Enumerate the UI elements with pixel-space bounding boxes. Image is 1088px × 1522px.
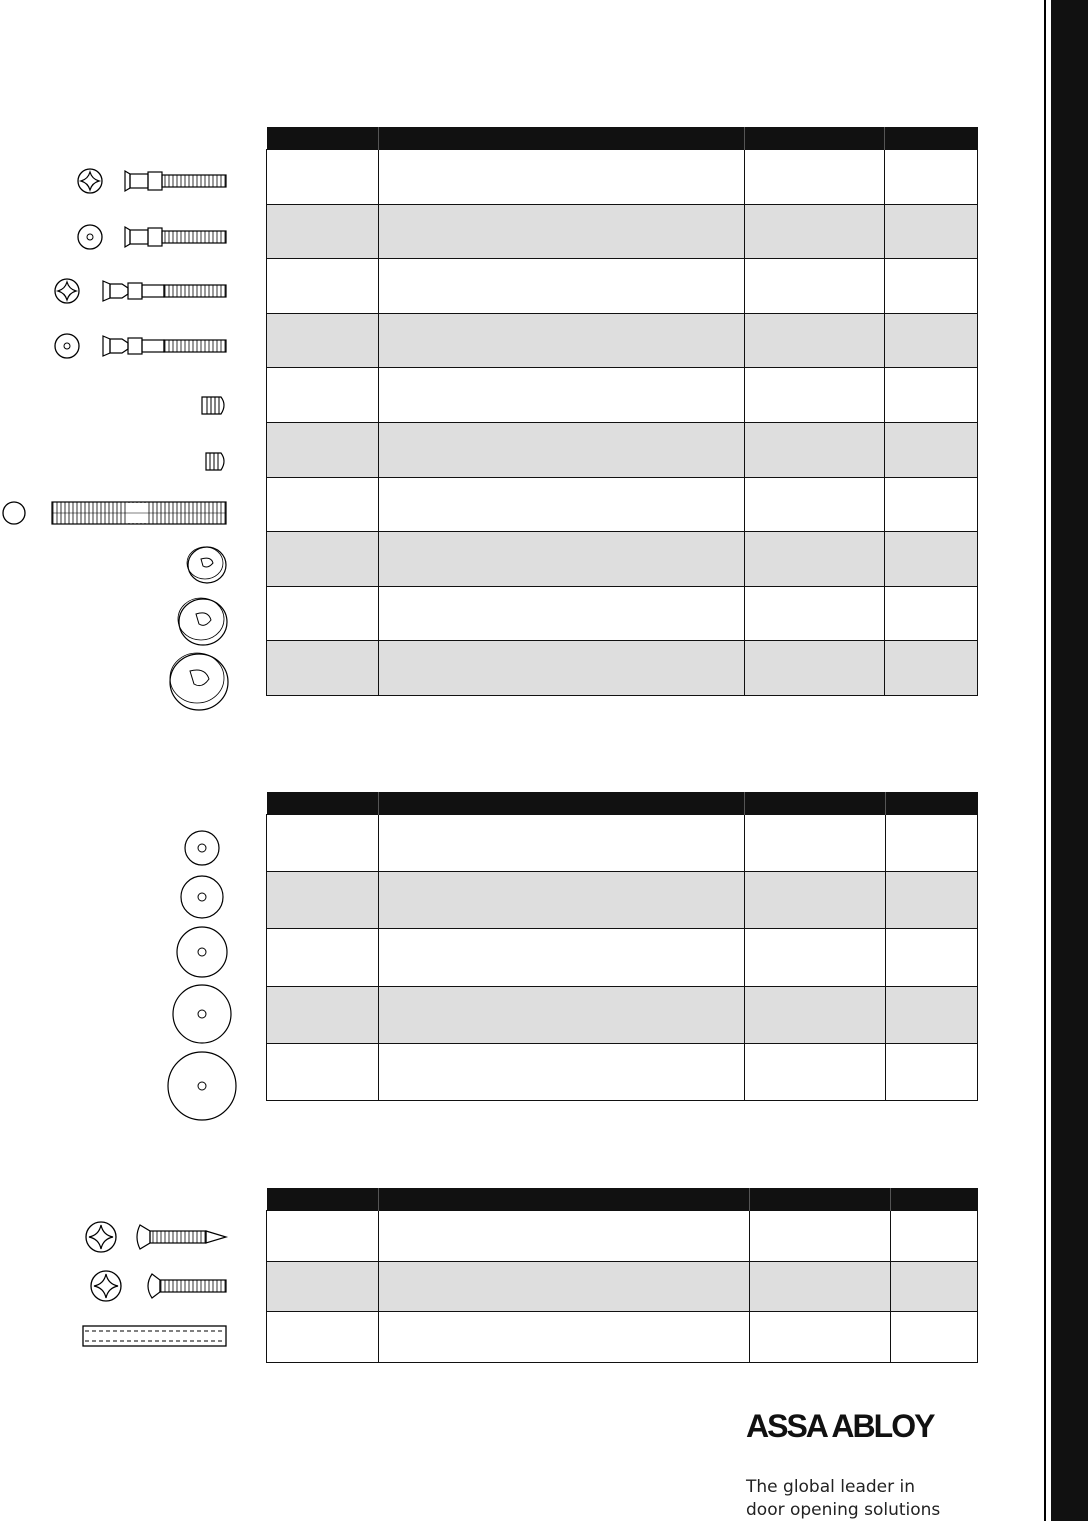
table-cell bbox=[267, 1211, 379, 1262]
header-cell bbox=[886, 792, 978, 815]
table-row bbox=[267, 150, 978, 205]
table-cell bbox=[267, 368, 379, 423]
table-cell bbox=[379, 150, 745, 205]
tagline-line-1: The global leader in bbox=[746, 1477, 916, 1497]
header-cell bbox=[750, 1188, 891, 1211]
stepped-sex-bolt-icon bbox=[103, 281, 226, 301]
table-cell bbox=[745, 986, 886, 1043]
table-cell bbox=[379, 1043, 745, 1100]
table-cell bbox=[745, 586, 885, 641]
spacer-washer-icon bbox=[168, 1052, 236, 1120]
table-cell bbox=[379, 259, 745, 314]
table-cell bbox=[267, 532, 379, 587]
table-cell bbox=[379, 1261, 750, 1312]
table-cell bbox=[267, 313, 379, 368]
spacer-washer-icon bbox=[177, 927, 227, 977]
table-cell bbox=[379, 477, 745, 532]
table-cell bbox=[379, 986, 745, 1043]
machine-screw-icon bbox=[148, 1274, 226, 1298]
phillips-head-icon bbox=[78, 169, 102, 193]
table-cell bbox=[745, 641, 885, 696]
spacer-washer-icon bbox=[173, 985, 231, 1043]
stepped-sex-bolt-icon bbox=[103, 336, 226, 356]
table-row bbox=[267, 1312, 978, 1363]
washer-icon bbox=[170, 653, 228, 710]
brand-logo: ASSA ABLOY bbox=[746, 1408, 934, 1444]
table-row bbox=[267, 422, 978, 477]
header-cell bbox=[745, 127, 885, 150]
spacer-washer-icon bbox=[181, 876, 223, 918]
table-cell bbox=[745, 259, 885, 314]
phillips-head-icon bbox=[55, 279, 79, 303]
table-header-row bbox=[267, 792, 978, 815]
table-row bbox=[267, 872, 978, 929]
table-cell bbox=[267, 872, 379, 929]
table-cell bbox=[379, 422, 745, 477]
table-cell bbox=[267, 477, 379, 532]
header-cell bbox=[267, 792, 379, 815]
table-cell bbox=[267, 586, 379, 641]
table-cell bbox=[886, 929, 978, 986]
brand-tagline bbox=[746, 1476, 1006, 1522]
table-cell bbox=[885, 259, 978, 314]
table-cell bbox=[750, 1312, 891, 1363]
table-cell bbox=[745, 815, 886, 872]
parts-table-3 bbox=[266, 1188, 978, 1363]
table-row bbox=[267, 204, 978, 259]
part-illustrations bbox=[0, 0, 240, 1521]
tube-icon bbox=[83, 1326, 226, 1346]
table-cell bbox=[886, 815, 978, 872]
table-row bbox=[267, 368, 978, 423]
table-cell bbox=[745, 477, 885, 532]
header-cell bbox=[745, 792, 886, 815]
table-cell bbox=[267, 422, 379, 477]
washer-icon bbox=[187, 547, 226, 583]
table-cell bbox=[885, 368, 978, 423]
table-cell bbox=[267, 986, 379, 1043]
table-cell bbox=[745, 204, 885, 259]
header-cell bbox=[379, 792, 745, 815]
table-row bbox=[267, 1261, 978, 1312]
table-cell bbox=[379, 532, 745, 587]
table-cell bbox=[267, 1312, 379, 1363]
table-cell bbox=[885, 204, 978, 259]
table-cell bbox=[267, 815, 379, 872]
table-row bbox=[267, 929, 978, 986]
table-cell bbox=[885, 641, 978, 696]
table-cell bbox=[745, 929, 886, 986]
table-cell bbox=[379, 1211, 750, 1262]
table-cell bbox=[267, 641, 379, 696]
table-cell bbox=[745, 422, 885, 477]
table-cell bbox=[745, 1043, 886, 1100]
table-cell bbox=[379, 929, 745, 986]
spanner-head-icon bbox=[55, 334, 79, 358]
phillips-head-icon bbox=[91, 1271, 121, 1301]
table-cell bbox=[379, 815, 745, 872]
table-cell bbox=[267, 929, 379, 986]
table-cell bbox=[267, 1043, 379, 1100]
table-row bbox=[267, 477, 978, 532]
wood-screw-icon bbox=[137, 1225, 226, 1249]
sidebar-divider bbox=[1044, 0, 1046, 1521]
header-cell bbox=[267, 1188, 379, 1211]
header-cell bbox=[379, 1188, 750, 1211]
table-cell bbox=[379, 586, 745, 641]
table-cell bbox=[379, 313, 745, 368]
table-cell bbox=[379, 641, 745, 696]
header-cell bbox=[267, 127, 379, 150]
table-cell bbox=[745, 368, 885, 423]
spacer-washer-icon bbox=[185, 831, 219, 865]
table-cell bbox=[886, 986, 978, 1043]
sex-bolt-icon bbox=[125, 171, 226, 191]
table-cell bbox=[891, 1261, 978, 1312]
table-cell bbox=[886, 872, 978, 929]
table-row bbox=[267, 1211, 978, 1262]
table-cell bbox=[885, 422, 978, 477]
table-row bbox=[267, 313, 978, 368]
table-cell bbox=[379, 872, 745, 929]
table-cell bbox=[745, 313, 885, 368]
table-cell bbox=[267, 150, 379, 205]
table-header-row bbox=[267, 127, 978, 150]
threaded-insert-icon bbox=[202, 397, 224, 414]
table-cell bbox=[885, 532, 978, 587]
table-cell bbox=[886, 1043, 978, 1100]
table-cell bbox=[745, 872, 886, 929]
table-cell bbox=[267, 1261, 379, 1312]
sidebar-bar bbox=[1051, 0, 1088, 1521]
table-row bbox=[267, 1043, 978, 1100]
table-row bbox=[267, 986, 978, 1043]
table-row bbox=[267, 586, 978, 641]
header-cell bbox=[379, 127, 745, 150]
table-row bbox=[267, 815, 978, 872]
table-cell bbox=[379, 368, 745, 423]
table-header-row bbox=[267, 1188, 978, 1211]
table-row bbox=[267, 641, 978, 696]
table-row bbox=[267, 259, 978, 314]
table-cell bbox=[891, 1312, 978, 1363]
table-cell bbox=[745, 532, 885, 587]
table-cell bbox=[750, 1211, 891, 1262]
threaded-insert-icon bbox=[206, 453, 224, 470]
table-row bbox=[267, 532, 978, 587]
washer-icon bbox=[178, 598, 227, 645]
table-cell bbox=[750, 1261, 891, 1312]
table-cell bbox=[891, 1211, 978, 1262]
table-cell bbox=[267, 259, 379, 314]
header-cell bbox=[885, 127, 978, 150]
table-cell bbox=[379, 204, 745, 259]
table-cell bbox=[267, 204, 379, 259]
sex-bolt-icon bbox=[125, 227, 226, 247]
phillips-head-icon bbox=[86, 1222, 116, 1252]
header-cell bbox=[891, 1188, 978, 1211]
table-cell bbox=[885, 313, 978, 368]
table-cell bbox=[745, 150, 885, 205]
table-cell bbox=[379, 1312, 750, 1363]
tagline-line-2: door opening solutions bbox=[746, 1500, 941, 1520]
parts-table-1 bbox=[266, 127, 978, 696]
table-cell bbox=[885, 150, 978, 205]
table-cell bbox=[885, 477, 978, 532]
threaded-rod-icon bbox=[3, 502, 226, 524]
parts-table-2 bbox=[266, 792, 978, 1101]
spanner-head-icon bbox=[78, 225, 102, 249]
table-cell bbox=[885, 586, 978, 641]
